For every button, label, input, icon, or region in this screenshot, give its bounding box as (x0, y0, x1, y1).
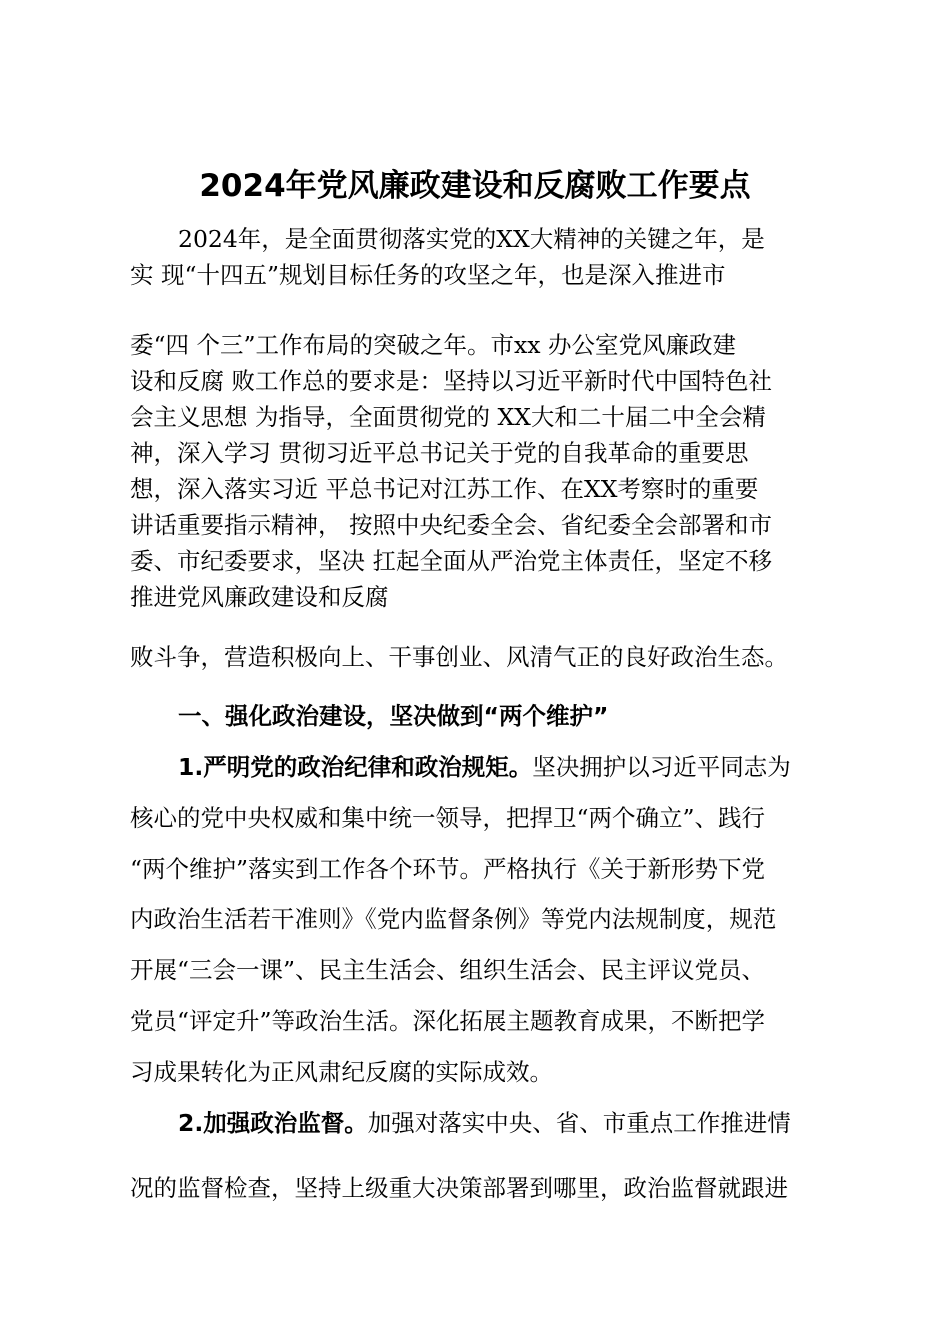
intro-line: 败斗争，营造积极向上、干事创业、风清气正的良好政治生态。 (130, 643, 788, 671)
intro-line: 2024年，是全面贯彻落实党的XX大精神的关键之年，是 (178, 225, 765, 253)
intro-line: 实 现“十四五”规划目标任务的攻坚之年，也是深入推进市 (130, 261, 726, 289)
intro-line: 委“四 个三”工作布局的突破之年。市xx 办公室党风廉政建 (130, 331, 736, 359)
item-line: 内政治生活若干准则》《党内监督条例》等党内法规制度，规范 (130, 905, 777, 933)
item-line: 况的监督检查，坚持上级重大决策部署到哪里，政治监督就跟进 (130, 1174, 788, 1202)
item-first-line (178, 1106, 791, 1140)
intro-line: 委、市纪委要求，坚决 扛起全面从严治党主体责任，坚定不移 (130, 547, 772, 575)
intro-line: 设和反腐 败工作总的要求是：坚持以习近平新时代中国特色社 (130, 367, 772, 395)
section-heading: 一、强化政治建设，坚决做到“两个维护” (178, 702, 609, 730)
item-line: “两个维护”落实到工作各个环节。严格执行《关于新形势下党 (130, 855, 766, 883)
intro-line: 会主义思想 为指导，全面贯彻党的 XX大和二十届二中全会精 (130, 403, 766, 431)
item-line: 核心的党中央权威和集中统一领导，把捍卫“两个确立”、践行 (130, 804, 766, 832)
item-first-line (178, 750, 791, 784)
intro-line: 推进党风廉政建设和反腐 (130, 583, 389, 611)
item-line: 党员“评定升”等政治生活。深化拓展主题教育成果，不断把学 (130, 1007, 766, 1035)
item-text: 坚决拥护以习近平同志为 (532, 753, 791, 781)
document-title: 2024年党风廉政建设和反腐败工作要点 (199, 168, 751, 204)
intro-line: 神，深入学习 贯彻习近平总书记关于党的自我革命的重要思 (130, 439, 749, 467)
intro-line: 讲话重要指示精神， 按照中央纪委全会、省纪委全会部署和市 (130, 511, 772, 539)
item-lead: 1.严明党的政治纪律和政治规矩。 (178, 753, 533, 781)
intro-line: 想，深入落实习近 平总书记对江苏工作、在XX考察时的重要 (130, 475, 759, 503)
item-lead: 2.加强政治监督。 (178, 1109, 368, 1137)
item-text: 加强对落实中央、省、市重点工作推进情 (367, 1109, 791, 1137)
item-line: 习成果转化为正风肃纪反腐的实际成效。 (130, 1058, 553, 1086)
item-line: 开展“三会一课”、民主生活会、组织生活会、民主评议党员、 (130, 956, 766, 984)
